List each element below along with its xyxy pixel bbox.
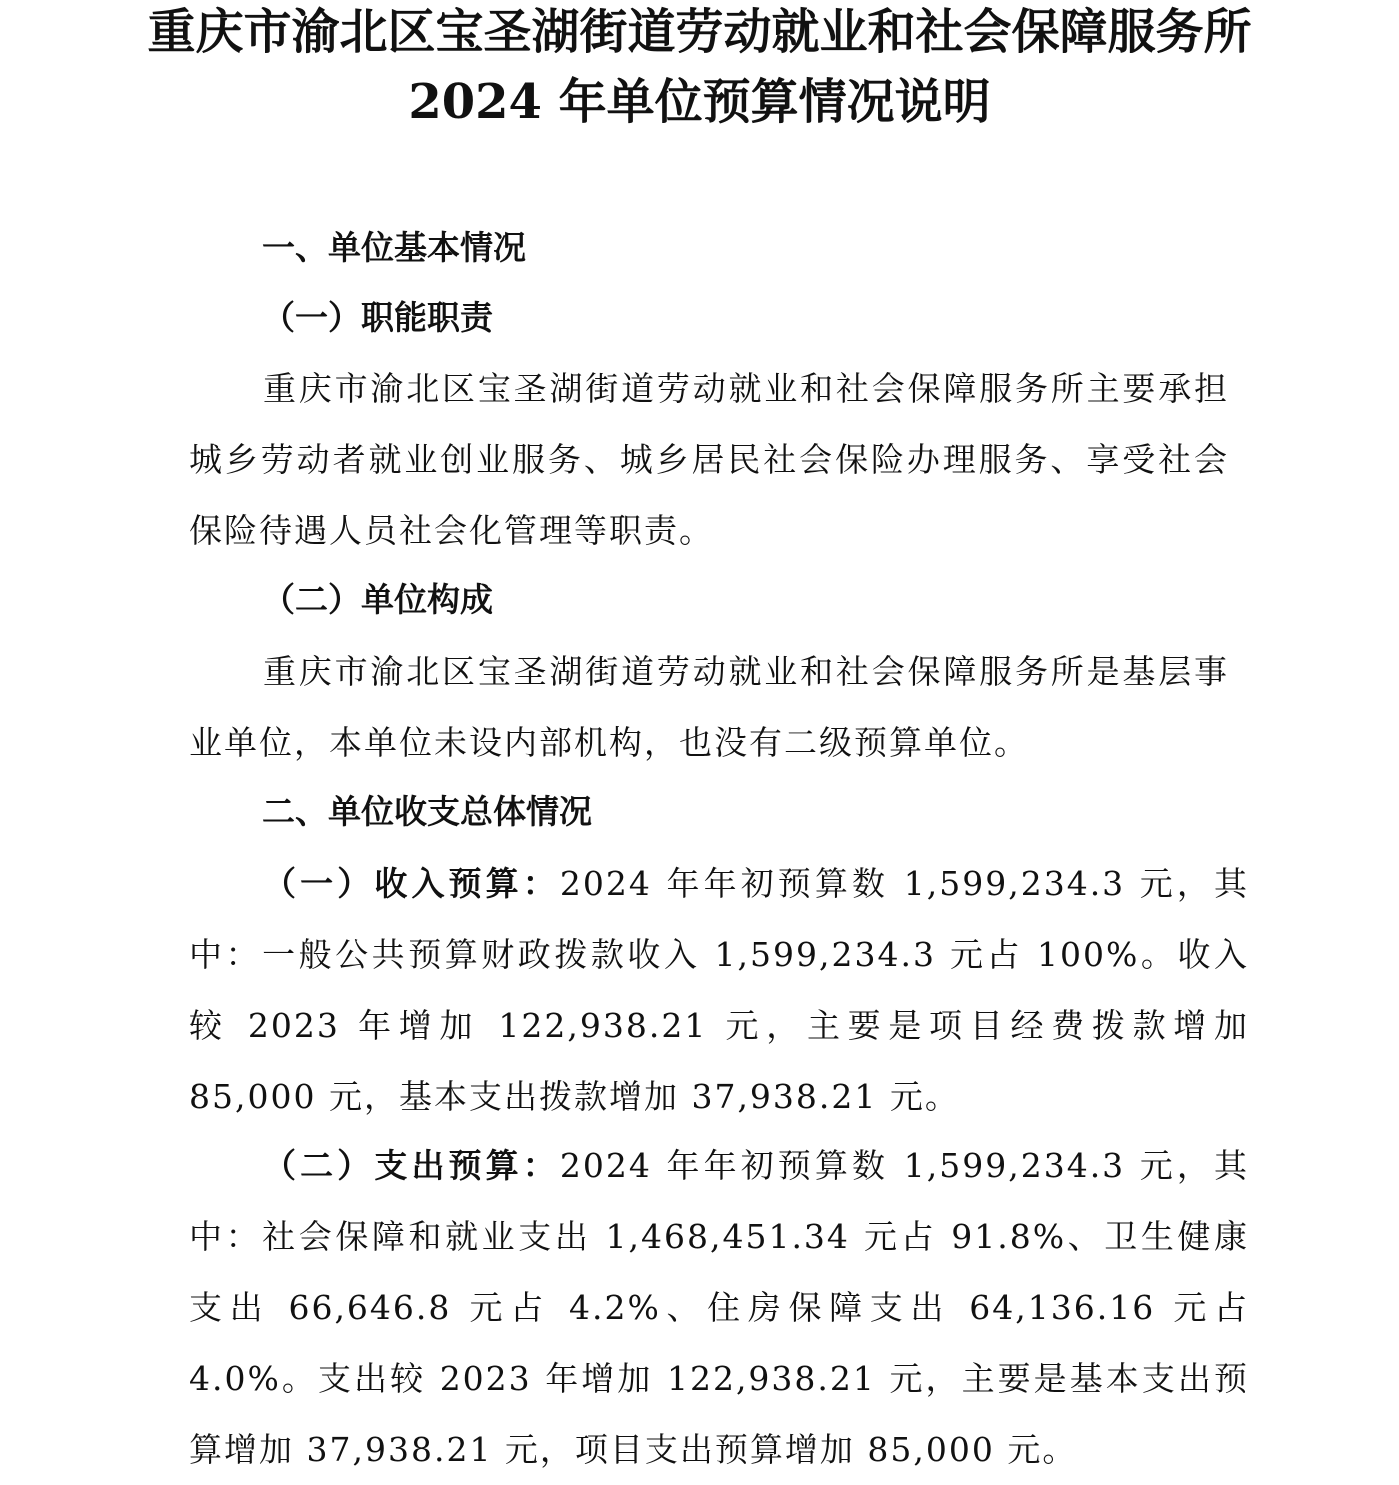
income-budget-lead: （一）收入预算： bbox=[263, 864, 560, 903]
document-title-line1: 重庆市渝北区宝圣湖街道劳动就业和社会保障服务所 bbox=[147, 4, 1252, 60]
subsection-heading-functions: （一）职能职责 bbox=[262, 298, 493, 337]
income-budget-text: 2024 年年初预算数 1,599,234.3 元，其中：一般公共预算财政拨款收入 1,599,234.3 元占 100%。收入较 2023 年增加 122,938.21 元，主要是项目经费拨款增加 85,000 元，基本支出拨款增加 37,938.21 元。 bbox=[189, 864, 1249, 1116]
document-title-line2: 2024 年单位预算情况说明 bbox=[408, 74, 991, 130]
section-heading-overall-budget: 二、单位收支总体情况 bbox=[262, 792, 592, 831]
paragraph-income-budget bbox=[189, 848, 1249, 1132]
paragraph-functions: 重庆市渝北区宝圣湖街道劳动就业和社会保障服务所主要承担城乡劳动者就业创业服务、城乡居民社会保险办理服务、享受社会保险待遇人员社会化管理等职责。 bbox=[189, 369, 1229, 550]
expenditure-budget-text: 2024 年年初预算数 1,599,234.3 元，其中：社会保障和就业支出 1,468,451.34 元占 91.8%、卫生健康支出 66,646.8 元占 4.2%、住房保障支出 64,136.16 元占 4.0%。支出较 2023 年增加 122,938.21 元，主要是基本支出预算增加 37,938.21 元，项目支出预算增加 85,000 元。 bbox=[189, 1146, 1249, 1469]
paragraph-composition: 重庆市渝北区宝圣湖街道劳动就业和社会保障服务所是基层事业单位，本单位未设内部机构，也没有二级预算单位。 bbox=[189, 652, 1229, 762]
paragraph-expenditure-budget bbox=[189, 1130, 1249, 1485]
section-heading-basic-info: 一、单位基本情况 bbox=[262, 228, 526, 267]
expenditure-budget-lead: （二）支出预算： bbox=[263, 1146, 560, 1185]
subsection-heading-composition: （二）单位构成 bbox=[262, 580, 493, 619]
